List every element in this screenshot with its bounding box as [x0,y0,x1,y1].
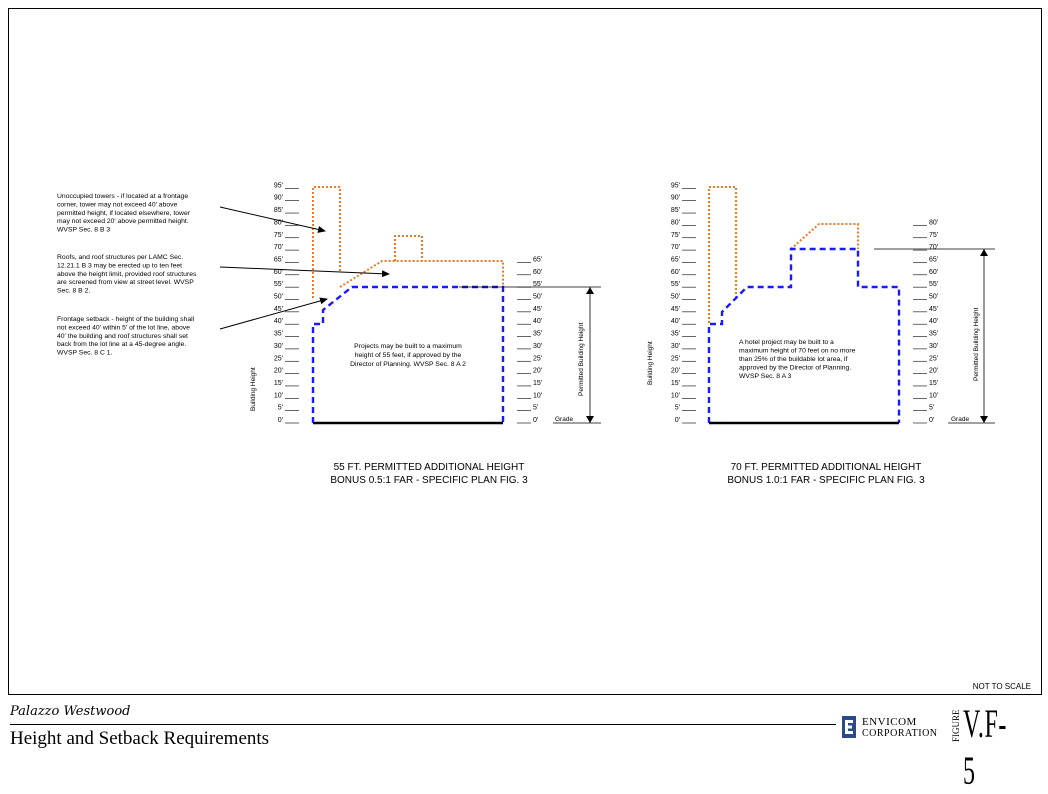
right-right-tick-label: 55' [929,281,939,289]
left-panel [57,182,601,486]
right-right-tick-label: 20' [929,367,939,375]
right-height-tick-label: 45' [670,305,680,313]
right-height-tick-label: 10' [670,392,680,400]
right-panel [647,182,995,486]
left-right-height-scale [517,256,542,424]
right-caption-line1: 70 FT. PERMITTED ADDITIONAL HEIGHT [730,462,922,473]
right-right-tick-label: 5' [929,404,935,412]
project-name: Palazzo Westwood [10,704,131,719]
left-right-tick-label: 10' [533,392,543,400]
annotation-setback-line: 40' the building and roof structures shall set [57,332,188,340]
left-note-line: Director of Planning. WVSP Sec. 8 A 2 [350,361,466,368]
right-height-tick-label: 65' [670,256,680,264]
left-roof-structure [395,236,422,261]
left-right-tick-label: 50' [533,293,543,301]
annotation-towers [57,193,191,234]
right-right-tick-label: 0' [929,417,935,424]
right-height-tick-label: 5' [674,404,680,412]
right-right-tick-label: 65' [929,256,939,264]
annotation-setback-line: not exceed 40' within 5' of the lot line, above [57,324,190,332]
left-caption-line2: BONUS 0.5:1 FAR - SPECIFIC PLAN FIG. 3 [330,475,528,486]
height-setback-diagram [9,9,1041,694]
annotation-towers-line: permitted height, if located elsewhere, tower [57,209,190,217]
left-height-scale [274,182,299,424]
right-right-tick-label: 15' [929,379,939,387]
left-right-tick-label: 25' [533,355,543,363]
annotation-setback-line: WVSP Sec. 8 C 1. [57,349,113,357]
left-height-tick-label: 30' [273,342,283,350]
right-height-tick-label: 95' [670,182,680,190]
right-note-line: A hotel project may be built to a [739,339,834,346]
annotation-roofs-line: are screened from view at street level. WVSP [57,279,194,287]
right-dim-arrow-top [980,249,988,256]
left-y-axis-label: Building Height [250,367,257,411]
right-right-tick-label: 60' [929,268,939,276]
left-dim-arrow-top [586,287,594,294]
left-height-tick-label: 0' [277,417,283,424]
arrow-roofs [220,267,389,274]
left-right-tick-label: 55' [533,281,543,289]
annotation-setback-line: back from the lot line at a 45-degree angle. [57,341,187,349]
right-note-line: maximum height of 70 feet on no more [739,347,856,355]
left-note [350,343,466,368]
left-caption-line1: 55 FT. PERMITTED ADDITIONAL HEIGHT [333,462,525,473]
left-height-tick-label: 55' [273,281,283,289]
left-height-tick-label: 35' [273,330,283,338]
company-name-line1: ENVICOM [862,716,917,728]
right-height-tick-label: 25' [670,355,680,363]
left-height-tick-label: 95' [273,182,283,190]
right-height-tick-label: 80' [670,219,680,227]
right-dim-arrow-bottom [980,416,988,423]
right-right-tick-label: 70' [929,244,939,252]
right-height-tick-label: 70' [670,244,680,252]
left-height-tick-label: 80' [273,219,283,227]
right-right-tick-label: 40' [929,318,939,326]
annotation-roofs-line: above the height limit, provided roof structures [57,270,197,278]
left-right-tick-label: 65' [533,256,543,264]
right-roof-outline [791,224,858,249]
company-name-line2: CORPORATION [862,728,938,739]
left-height-tick-label: 25' [273,355,283,363]
right-height-tick-label: 50' [670,293,680,301]
annotation-setback-line: Frontage setback - height of the building shall [57,316,195,323]
right-caption-line2: BONUS 1.0:1 FAR - SPECIFIC PLAN FIG. 3 [727,475,925,486]
left-right-tick-label: 20' [533,367,543,375]
right-height-tick-label: 75' [670,231,680,239]
right-note [739,339,856,380]
right-right-tick-label: 50' [929,293,939,301]
envicom-logo-icon [842,716,856,738]
left-height-tick-label: 70' [273,244,283,252]
left-height-tick-label: 50' [273,293,283,301]
left-right-tick-label: 15' [533,379,543,387]
annotation-towers-line: may not exceed 20' above permitted height. [57,218,189,226]
right-height-tick-label: 0' [674,417,680,424]
left-height-tick-label: 60' [273,268,283,276]
left-dim-arrow-bottom [586,416,594,423]
annotation-towers-line: corner, tower may not exceed 40' above [57,201,178,209]
right-grade-label: Grade [951,416,970,423]
right-height-tick-label: 35' [670,330,680,338]
left-right-tick-label: 0' [533,417,539,424]
right-height-tick-label: 55' [670,281,680,289]
right-height-tick-label: 60' [670,268,680,276]
right-height-tick-label: 85' [670,207,680,215]
left-right-tick-label: 40' [533,318,543,326]
figure-number: V.F-5 [963,701,1007,793]
annotation-roofs [57,254,197,295]
right-height-scale [671,182,696,424]
left-height-tick-label: 15' [273,379,283,387]
right-note-line: approved by the Director of Planning. [739,364,852,372]
left-roof-outline [340,261,503,287]
figure-word: FIGURE [951,709,961,742]
right-height-tick-label: 15' [670,379,680,387]
left-height-tick-label: 75' [273,231,283,239]
left-tower-outline [313,187,340,298]
right-right-tick-label: 80' [929,219,939,227]
right-right-tick-label: 35' [929,330,939,338]
right-right-height-scale [913,219,938,424]
left-height-tick-label: 65' [273,256,283,264]
left-height-tick-label: 5' [277,404,283,412]
annotation-roofs-line: Sec. 8 B 2. [57,287,91,295]
right-right-tick-label: 75' [929,231,939,239]
left-note-line: Projects may be built to a maximum [354,343,462,350]
right-note-line: WVSP Sec. 8 A 3 [739,373,792,380]
figure-title: Height and Setback Requirements [10,728,270,749]
right-height-tick-label: 40' [670,318,680,326]
left-right-tick-label: 45' [533,305,543,313]
right-permitted-label: Permitted Building Height [973,307,980,381]
right-building-outline [709,249,899,423]
left-height-tick-label: 85' [273,207,283,215]
annotation-roofs-line: Roofs, and roof structures per LAMC Sec. [57,254,184,261]
left-note-line: height of 55 feet, if approved by the [354,352,462,359]
not-to-scale-label: NOT TO SCALE [972,682,1031,691]
envicom-logo [842,716,937,742]
left-height-tick-label: 90' [273,194,283,202]
annotation-setback [57,316,195,357]
figure-frame [8,8,1042,695]
annotation-roofs-line: 12.21.1 B 3 may be erected up to ten feet [57,262,183,270]
left-right-tick-label: 60' [533,268,543,276]
left-height-tick-label: 40' [273,318,283,326]
right-height-tick-label: 20' [670,367,680,375]
right-right-tick-label: 10' [929,392,939,400]
right-note-line: than 25% of the buildable lot area, if [739,356,848,363]
left-right-tick-label: 5' [533,404,539,412]
left-grade-label: Grade [555,416,574,423]
left-height-tick-label: 10' [273,392,283,400]
right-height-tick-label: 90' [670,194,680,202]
annotation-towers-line: Unoccupied towers - if located at a frontage [57,193,189,200]
right-right-tick-label: 25' [929,355,939,363]
right-height-tick-label: 30' [670,342,680,350]
right-tower-outline [709,187,736,323]
footer-rule [10,724,836,725]
left-height-tick-label: 45' [273,305,283,313]
right-y-axis-label: Building Height [647,341,654,385]
annotation-towers-line: WVSP Sec. 8 B 3 [57,226,111,234]
right-right-tick-label: 45' [929,305,939,313]
left-right-tick-label: 30' [533,342,543,350]
arrow-towers [220,207,325,231]
left-right-tick-label: 35' [533,330,543,338]
right-right-tick-label: 30' [929,342,939,350]
left-permitted-label: Permitted Building Height [578,322,585,396]
left-height-tick-label: 20' [273,367,283,375]
